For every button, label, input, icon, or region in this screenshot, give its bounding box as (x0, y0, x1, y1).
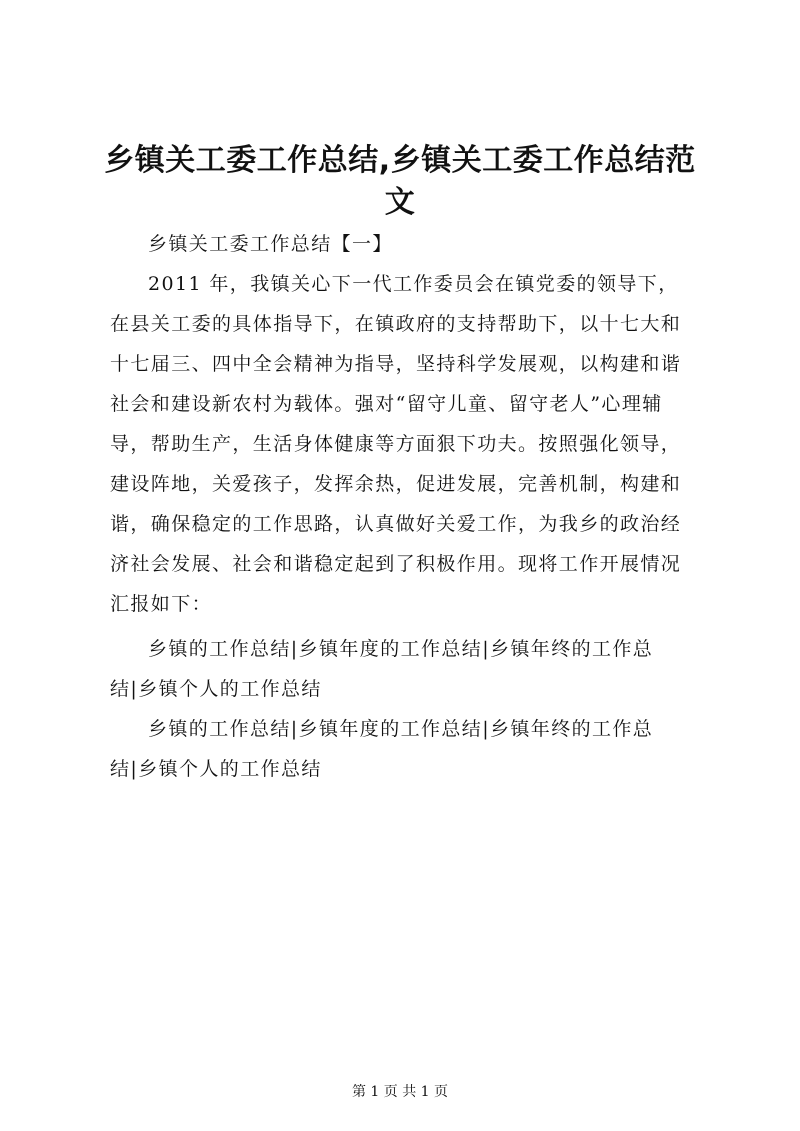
title-line-2: 文 (384, 185, 416, 220)
related-links-line[interactable]: 结|乡镇个人的工作总结 (110, 678, 322, 700)
document-title (100, 140, 700, 224)
page-footer: 第 1 页 共 1 页 (351, 1084, 449, 1100)
paragraph-line: 导，帮助生产，生活身体健康等方面狠下功夫。按照强化领导， (110, 433, 682, 455)
title-line-1: 乡镇关工委工作总结,乡镇关工委工作总结范 (104, 143, 696, 178)
section-heading: 乡镇关工委工作总结【一】 (148, 233, 393, 255)
paragraph-line: 社会和建设新农村为载体。强对“留守儿童、留守老人”心理辅 (110, 393, 663, 415)
paragraph-line: 汇报如下： (110, 593, 213, 615)
related-links-line[interactable]: 结|乡镇个人的工作总结 (110, 758, 322, 780)
related-links-line[interactable]: 乡镇的工作总结|乡镇年度的工作总结|乡镇年终的工作总 (148, 718, 654, 740)
related-links-line[interactable]: 乡镇的工作总结|乡镇年度的工作总结|乡镇年终的工作总 (148, 638, 654, 660)
paragraph-line: 十七届三、四中全会精神为指导，坚持科学发展观，以构建和谐 (110, 353, 682, 375)
paragraph-line: 济社会发展、社会和谐稳定起到了积极作用。现将工作开展情况 (110, 553, 682, 575)
paragraph-line: 在县关工委的具体指导下，在镇政府的支持帮助下，以十七大和 (110, 313, 682, 335)
paragraph-line: 建设阵地，关爱孩子，发挥余热，促进发展，完善机制，构建和 (110, 473, 682, 495)
paragraph-line: 谐，确保稳定的工作思路，认真做好关爱工作，为我乡的政治经 (110, 513, 682, 535)
paragraph-line: 2011 年，我镇关心下一代工作委员会在镇党委的领导下， (148, 273, 679, 295)
